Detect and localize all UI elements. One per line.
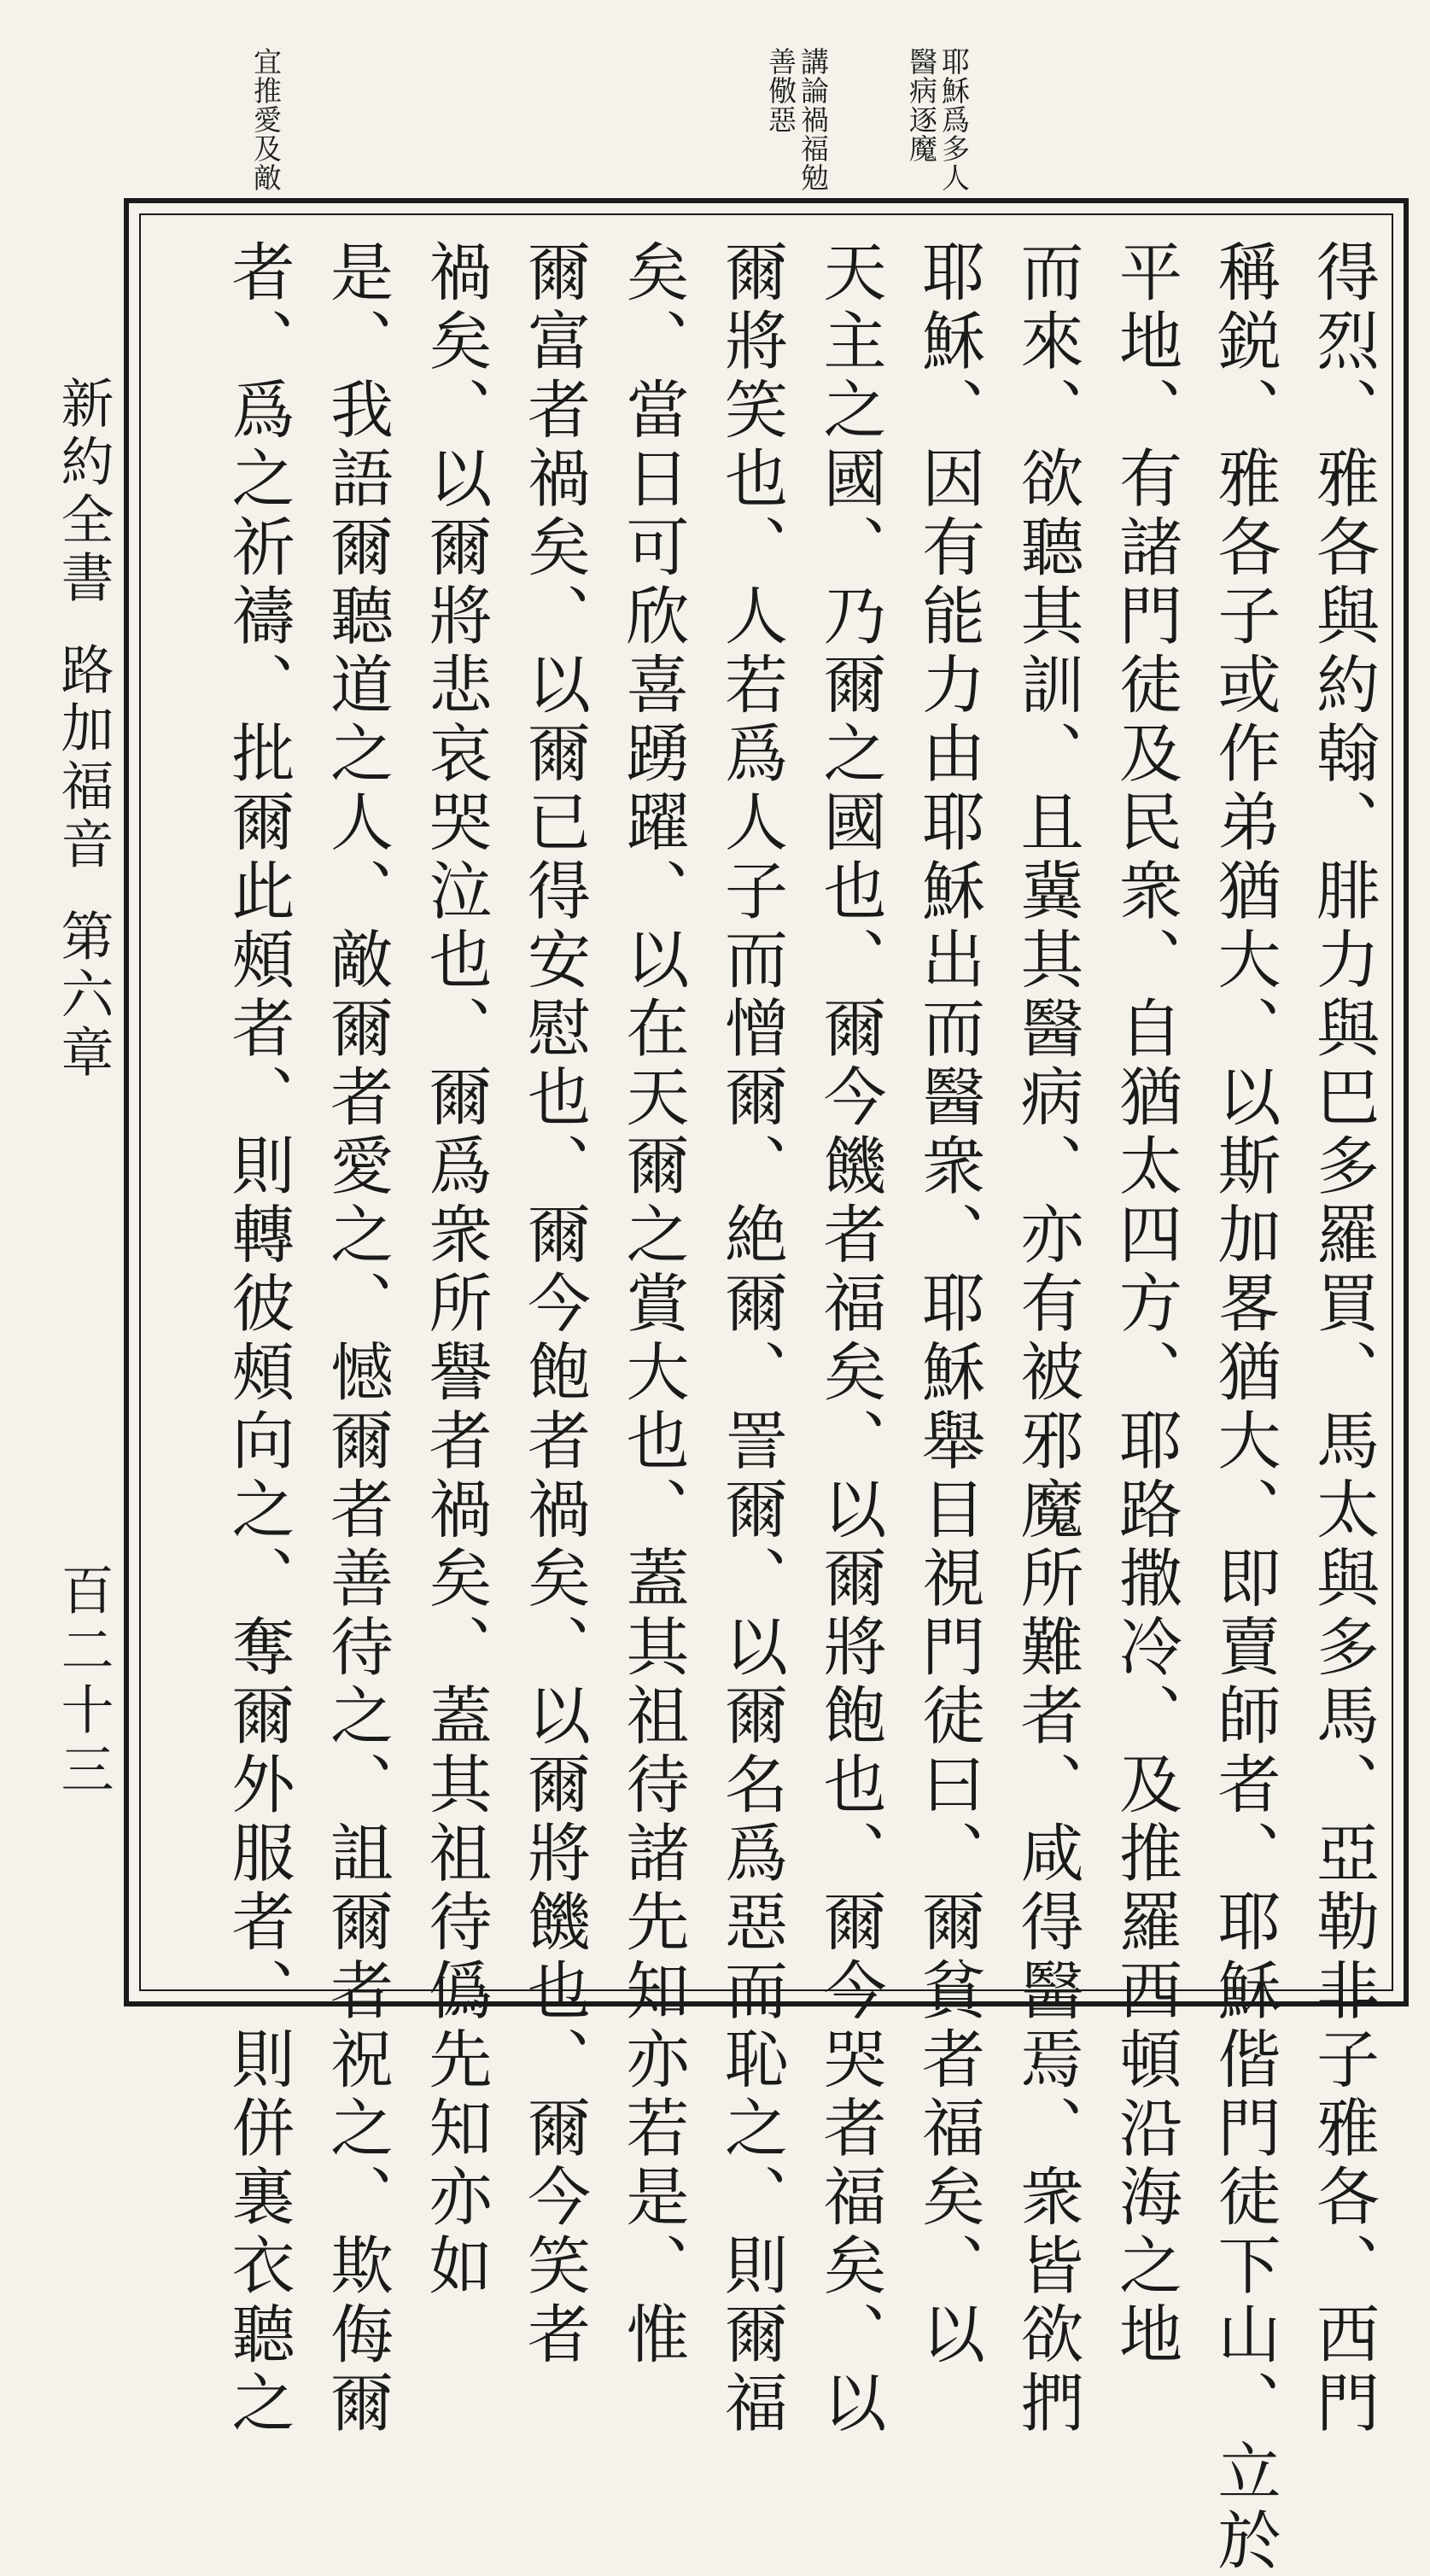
margin-note: 講論禍福勉善儆惡 (764, 47, 830, 192)
text-column: 而來、欲聽其訓、且冀其醫病、亦有被邪魔所難者、咸得醫焉、衆皆欲捫 (1010, 239, 1084, 2439)
book-title: 新約全書 (52, 376, 114, 608)
text-column: 耶穌、因有能力由耶穌出而醫衆、耶穌舉目視門徒曰、爾貧者福矣、以 (912, 239, 985, 2370)
margin-note: 宜推愛及敵 (249, 47, 283, 192)
chapter-title: 第六章 (52, 908, 114, 1083)
text-column: 稱鋭、雅各子或作弟猶大、以斯加畧猶大、即賣師者、耶穌偕門徒下山、立於 (1207, 239, 1281, 2576)
text-column: 禍矣、以爾將悲哀哭泣也、爾爲衆所譽者禍矣、蓋其祖待僞先知亦如 (418, 239, 493, 2301)
text-column: 爾富者禍矣、以爾已得安慰也、爾今飽者禍矣、以爾將饑也、爾今笑者 (517, 239, 591, 2370)
text-column: 矣、當日可欣喜踴躍、以在天爾之賞大也、蓋其祖待諸先知亦若是、惟 (616, 239, 690, 2370)
running-header (53, 376, 113, 1083)
text-column: 者、爲之祈禱、批爾此頰者、則轉彼頰向之、奪爾外服者、則併裏衣聽之 (221, 239, 295, 2439)
gospel-title: 路加福音 (52, 642, 114, 874)
text-column: 爾將笑也、人若爲人子而憎爾、絶爾、詈爾、以爾名爲惡而恥之、則爾福 (715, 239, 788, 2439)
text-column: 平地、有諸門徒及民衆、自猶太四方、耶路撒冷、及推羅西頓沿海之地 (1109, 239, 1182, 2370)
text-column: 得烈、雅各與約翰、腓力與巴多羅買、馬太與多馬、亞勒非子雅各、西門 (1306, 239, 1380, 2439)
margin-note: 耶穌爲多人醫病逐魔 (905, 47, 971, 192)
text-column: 是、我語爾聽道之人、敵爾者愛之、憾爾者善待之、詛爾者祝之、欺侮爾 (320, 239, 394, 2439)
page-number: 百二十三 (52, 1563, 114, 1802)
scripture-text (154, 239, 1392, 2576)
text-column: 天主之國、乃爾之國也、爾今饑者福矣、以爾將飽也、爾今哭者福矣、以 (813, 239, 887, 2439)
